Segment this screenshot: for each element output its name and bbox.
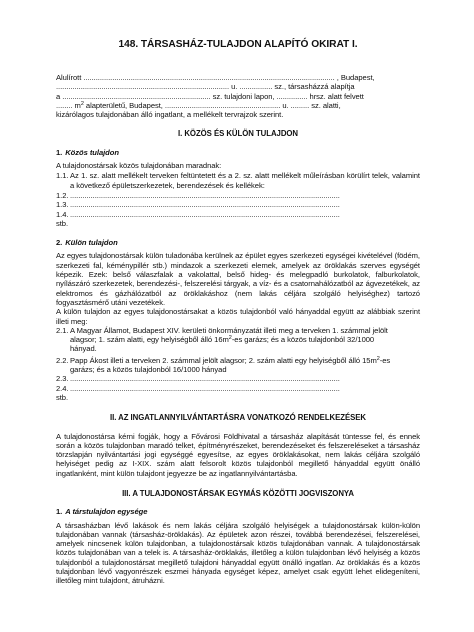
list-text-part: -es	[379, 355, 391, 365]
paragraph: A társasházban lévő lakások és nem lakás céljára szolgáló helyiségek a tulajdonostársak külön-külön tulajdonában vannak (társasház-öröklakás). Az épületek azon részei, továbbá berendezései, felszerelései, amelyek nincsenek külön tulajdonban, a tulajdonostársak közös tulajdonában vannak. A tulajdonostársak közös tulajdonában van a telek is. A társasház-öröklakás, illetőleg a külön tulajdonban lévő helyiség a közös tulajdonból a tulajdonostársat megillető tulajdoni hányaddal együtt önálló ingatlan. Az öröklakás és a közös tulajdonban lévő vagyonrészek eszmei hányada egységet képez, amelyet csak együtt lehet elidegeníteni, illetőleg mint tulajdont, átruházni.	[56, 520, 420, 586]
list-number: 1.3.	[56, 200, 69, 210]
list-line	[70, 335, 420, 344]
subsection-title: Külön tulajdon	[65, 238, 118, 248]
list-item	[56, 200, 420, 209]
intro-line: kizárólagos tulajdonában álló ingatlant, a mellékelt tervrajzok szerint.	[56, 110, 284, 120]
superscript: 2	[80, 100, 84, 107]
subsection-title: Közös tulajdon	[65, 147, 119, 157]
subsection-heading	[56, 238, 420, 247]
subsection-number: 1.	[56, 507, 63, 517]
list-text-part: Papp Ákost illeti a terveken 2. számmal jelölt alagsor; 2. szám alatti egy helyiségből álló 15m	[70, 355, 377, 365]
intro-text: alapterületű, Budapest, ........................................................ u. ......... sz. alatti,	[83, 100, 341, 110]
intro-line: a ........................................................................ sz. tulajdoni lapon, ............... hrsz. alatt felvett	[56, 91, 364, 101]
list-line	[70, 356, 420, 365]
subsection-heading	[56, 507, 420, 516]
list-item	[56, 384, 420, 393]
list-item	[56, 326, 420, 354]
intro-text: ........ m	[56, 100, 81, 110]
list-number: 2.2.	[56, 355, 69, 365]
superscript: 2	[228, 335, 232, 342]
list-line: A Magyar Államot, Budapest XIV. kerületi önkormányzatát illeti meg a terveken 1. számmal jelölt	[70, 325, 388, 335]
intro-line: .................................................................................... u. ................ sz., társasházzá alapítja	[56, 82, 355, 92]
paragraph: A külön tulajdon az egyes tulajdonostársakat a közös tulajdonból való hányaddal együtt az alábbiak szerint illeti meg:	[56, 307, 420, 326]
list-number: stb.	[56, 392, 69, 402]
subsection-heading	[56, 148, 420, 157]
paragraph: Az egyes tulajdonostársak külön tuladonába kerülnek az épület egyes szerkezeti egységei kivételével (födém, szerkezeti fal, kéménypillér stb.) mindazok a szerkezeti elemek, amelyek az öröklakás szerves egységét képezik. Ezek: belső válaszfalak a vakolattal, belső hideg- és melegpadló burkolatok, falburkolatok, nyílászáró szerkezetek, berendezési-, felszerelési tárgyak, a víz- és a csatornahálózatból az ágvezetékek, az elektromos és gázhálózatból az öröklakáshoz (nem lakás céljára szolgáló helyiséghez) tartozó fogyasztásmérő utáni vezetékek.	[56, 251, 420, 307]
list-item	[56, 191, 420, 200]
document-content	[56, 38, 420, 586]
list-text	[70, 393, 420, 402]
list-line: garázs; és a közös tulajdonból 16/1000 hányad	[70, 365, 227, 375]
list-number: stb.	[56, 218, 69, 228]
list-text: Az 1. sz. alatt mellékelt terveken feltüntetett és a 2. sz. alatt mellékelt műleírásban körülírt telek, valamint a következő épületszerkezetek, berendezések és kellékek:	[70, 171, 420, 190]
list-text-part: -es garázs; és a közös tulajdonból 32/1000	[231, 335, 375, 345]
subsection-number: 2.	[56, 238, 63, 248]
list-text	[70, 219, 420, 228]
paragraph: A tulajdonostársa kérni fogják, hogy a Fővárosi Földhivatal a társasház alapítását tüntesse fel, és ennek során a közös tulajdonban maradó telket, építményrészeket, berendezéseket és felszereléseket a társasház törzslapján nyilvántartási jogi egységgé egyesítse, az egyes öröklakásokat, nem lakás céljára szolgáló helyiséget pedig az I-XIX. szám alatt felsorolt közös tulajdonból megillető hányaddal együtt önálló ingatlanként, mint külön tulajdont jegyezze be az ingatlannyilvántartásba.	[56, 431, 420, 478]
list-text: ...................................................................................................................................	[70, 209, 340, 219]
intro-line: Alulírott .......................................................................................................................... , Budapest,	[56, 73, 375, 82]
list-number: 2.3.	[56, 374, 69, 384]
subsection-title: A társtulajdon egysége	[65, 507, 148, 517]
list-number: 1.2.	[56, 190, 69, 200]
list-text: ...................................................................................................................................	[70, 383, 340, 393]
list-text	[70, 356, 420, 375]
list-item	[56, 210, 420, 219]
list-text	[70, 326, 420, 354]
list-number: 2.4.	[56, 383, 69, 393]
list-item	[56, 219, 420, 228]
section-heading: II. AZ INGATLANNYILVÁNTARTÁSRA VONATKOZÓ RENDELKEZÉSEK	[109, 413, 367, 423]
list-number: 1.1.	[56, 171, 69, 181]
list-number: 2.1.	[56, 325, 69, 335]
list-item	[56, 393, 420, 402]
intro-paragraph	[56, 73, 420, 119]
list-text: ...................................................................................................................................	[70, 200, 340, 210]
list-item	[56, 374, 420, 383]
list-item	[56, 356, 420, 375]
list-line: hányad.	[70, 344, 97, 354]
list-text: ...................................................................................................................................	[70, 190, 340, 200]
list-item	[56, 171, 420, 190]
section-heading: III. A TULAJDONOSTÁRSAK EGYMÁS KÖZÖTTI JOGVISZONYA	[122, 488, 354, 498]
subsection-number: 1.	[56, 147, 63, 157]
intro-line	[56, 101, 420, 110]
document-title: 148. TÁRSASHÁZ-TULAJDON ALAPÍTÓ OKIRAT I.	[118, 39, 358, 50]
list-text-part: alagsor; 1. szám alatti, egy helyiségből álló 16m	[70, 335, 229, 345]
paragraph: A tulajdonostársak közös tulajdonában maradnak:	[56, 161, 222, 171]
superscript: 2	[376, 355, 380, 362]
list-text: ...................................................................................................................................	[70, 374, 340, 384]
section-heading: I. KÖZÖS ÉS KÜLÖN TULAJDON	[178, 129, 298, 139]
list-number: 1.4.	[56, 209, 69, 219]
